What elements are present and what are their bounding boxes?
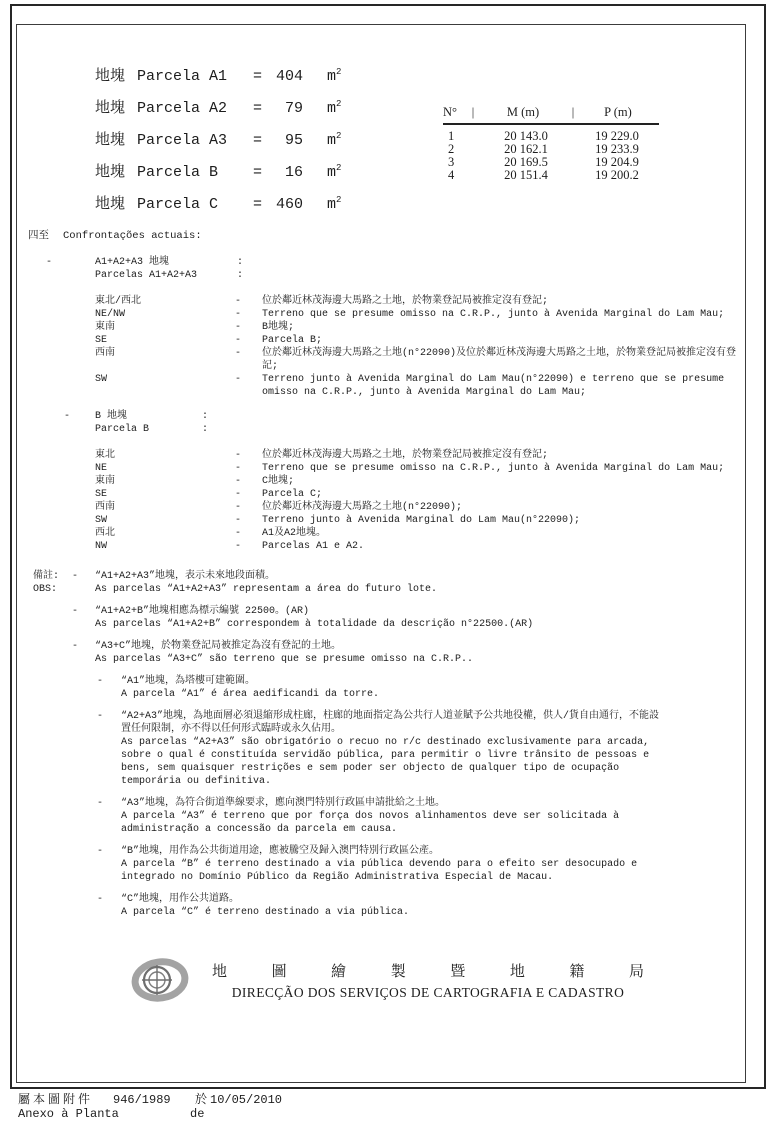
confrontation-row xyxy=(95,462,760,475)
annotation-cjk-label: 屬本圖附件 xyxy=(18,1093,94,1107)
obs-item-lines xyxy=(121,845,666,884)
block-title-line xyxy=(95,269,760,282)
confrontation-block-titles xyxy=(95,410,760,436)
confrontation-row xyxy=(95,308,760,321)
direction-label: SW xyxy=(95,515,108,526)
header-separator: | xyxy=(571,105,575,119)
equals-sign: = xyxy=(253,100,263,117)
confrontation-row xyxy=(95,514,760,527)
parcel-area-value: 404 xyxy=(275,68,303,85)
confrontation-text: A1及A2地塊。 xyxy=(262,528,327,539)
block-title-line xyxy=(95,256,760,269)
annotation-de: de xyxy=(190,1107,205,1121)
agency-name-char: 製 xyxy=(390,964,406,980)
parcel-area-value: 460 xyxy=(275,196,303,213)
obs-item-cjk: “A2+A3”地塊，為地面層必須退縮形成柱廊，柱廊的地面指定為公共行人道並賦予公共地役權，供人/貨自由通行，不能設置任何限制，亦不得以任何形式臨時或永久佔用。 xyxy=(121,711,660,735)
direction-label: 西北 xyxy=(95,528,115,539)
parcel-area-unit: $m^2$ xyxy=(327,67,342,85)
obs-item-pt: As parcelas “A3+C” são terreno que se presume omisso na C.R.P.. xyxy=(95,654,474,665)
confrontations-heading-pt: Confrontações actuais: xyxy=(63,230,202,242)
confrontation-text: 位於鄰近林茂海邊大馬路之土地(n°22090); xyxy=(262,502,463,513)
obs-item-cjk: “A3”地塊，為符合街道準線要求，應向澳門特別行政區申請批給之土地。 xyxy=(121,798,446,809)
direction-label: SE xyxy=(95,335,108,346)
row-dash: - xyxy=(235,463,242,474)
agency-name-char: 地 xyxy=(509,964,525,980)
confrontation-row xyxy=(95,334,760,347)
agency-name-char: 暨 xyxy=(450,964,466,980)
confrontation-block-titles xyxy=(95,256,760,282)
confrontation-text: Terreno que se presume omisso na C.R.P., junto à Avenida Marginal do Lam Mau; xyxy=(262,463,725,474)
row-dash: - xyxy=(235,450,242,461)
row-dash: - xyxy=(235,296,242,307)
obs-item-dash: - xyxy=(97,894,104,905)
direction-label: SW xyxy=(95,374,108,385)
plan-annotation xyxy=(18,1093,438,1121)
obs-item-dash: - xyxy=(72,571,79,582)
annotation-pt-label: Anexo à Planta xyxy=(18,1107,119,1121)
direction-label: 東南 xyxy=(95,322,115,333)
confrontation-text: 位於鄰近林茂海邊大馬路之土地，於物業登記局被推定沒有登記; xyxy=(262,450,549,461)
obs-item-lines xyxy=(95,605,745,631)
confrontation-text: C地塊; xyxy=(262,476,295,487)
obs-item xyxy=(72,797,747,836)
parcel-area-value: 95 xyxy=(284,132,303,149)
parcel-cjk-label: 地塊 xyxy=(95,196,126,213)
row-dash: - xyxy=(235,322,242,333)
parcel-name: Parcela C xyxy=(137,196,219,213)
block-title-label: A1+A2+A3 地塊 xyxy=(95,257,170,268)
row-dash: - xyxy=(235,528,242,539)
obs-item-cjk: “B”地塊，用作為公共街道用途，應被騰空及歸入澳門特別行政區公產。 xyxy=(121,846,440,857)
confrontation-block xyxy=(0,410,760,553)
parcel-area-unit: $m^2$ xyxy=(327,163,342,181)
confrontations-heading-cjk: 四至 xyxy=(28,230,49,242)
obs-section xyxy=(33,570,747,928)
cell-point-number: 2 xyxy=(448,142,455,156)
row-dash: - xyxy=(235,515,242,526)
parcel-cjk-label: 地塊 xyxy=(95,132,126,149)
block-title-colon: : xyxy=(237,257,244,268)
confrontation-text: Terreno junto à Avenida Marginal do Lam Mau(n°22090); xyxy=(262,515,581,526)
obs-item xyxy=(72,675,747,701)
row-dash: - xyxy=(235,476,242,487)
obs-item-lines xyxy=(121,893,666,919)
cell-p-coordinate: 19 200.2 xyxy=(595,168,639,182)
block-title-label: B 地塊 xyxy=(95,411,128,422)
obs-item xyxy=(72,570,747,596)
direction-label: NE xyxy=(95,463,108,474)
cell-m-coordinate: 20 151.4 xyxy=(504,168,548,182)
obs-item-lines xyxy=(121,797,666,836)
parcel-row xyxy=(95,128,341,160)
equals-sign: = xyxy=(253,68,263,85)
agency-name-cjk xyxy=(212,960,644,981)
obs-item-lines xyxy=(121,675,666,701)
col-header-p: P (m) xyxy=(604,105,632,119)
obs-item-lines xyxy=(121,710,666,788)
confrontation-block-head xyxy=(0,410,760,436)
confrontation-text: Terreno que se presume omisso na C.R.P., junto à Avenida Marginal do Lam Mau; xyxy=(262,309,725,320)
agency-name-char: 圖 xyxy=(271,964,287,980)
parcel-name: Parcela A2 xyxy=(137,100,228,117)
obs-item xyxy=(72,893,747,919)
direction-label: NE/NW xyxy=(95,309,126,320)
col-header-m: M (m) xyxy=(506,105,540,119)
obs-item-cjk: “A1+A2+A3”地塊，表示未來地段面積。 xyxy=(95,571,276,582)
parcel-name: Parcela B xyxy=(137,164,219,181)
parcel-cjk-label: 地塊 xyxy=(95,164,126,181)
parcel-row xyxy=(95,96,341,128)
confrontations-heading xyxy=(28,227,202,242)
cell-m-coordinate: 20 169.5 xyxy=(504,155,548,169)
obs-item-dash: - xyxy=(97,798,104,809)
obs-item-pt: As parcelas “A2+A3” são obrigatório o recuo no r/c destinado exclusivamente para arcada, sobre o qual é constituída servidão pública, para permitir o livre trânsito de pessoas e bens, sem quaisquer restrições e sem poder ser objecto de qualquer tipo de ocupação temporária ou definitiva. xyxy=(121,737,650,787)
row-dash: - xyxy=(235,374,242,385)
agency-name-char: 繪 xyxy=(331,964,347,980)
coordinate-table xyxy=(443,105,659,182)
obs-items xyxy=(72,570,747,919)
obs-item-pt: A parcela “B” é terreno destinado a via pública devendo para o efeito ser desocupado e integrado no Domínio Público da Região Administrativa Especial de Macau. xyxy=(121,859,638,883)
parcel-area-unit: $m^2$ xyxy=(327,195,342,213)
obs-item xyxy=(72,640,747,666)
cell-point-number: 4 xyxy=(448,168,455,182)
confrontation-row xyxy=(95,321,760,334)
col-header-n: N° xyxy=(443,105,458,119)
confrontation-row xyxy=(95,449,760,462)
direction-label: SE xyxy=(95,489,108,500)
row-dash: - xyxy=(235,309,242,320)
confrontation-row xyxy=(95,501,760,514)
cell-m-coordinate: 20 143.0 xyxy=(504,129,548,143)
parcel-area-value: 16 xyxy=(284,164,303,181)
cell-point-number: 3 xyxy=(448,155,455,169)
confrontation-block xyxy=(0,256,760,399)
parcel-cjk-label: 地塊 xyxy=(95,68,126,85)
cell-p-coordinate: 19 204.9 xyxy=(595,155,639,169)
parcel-area-list xyxy=(95,64,341,224)
parcel-area-value: 79 xyxy=(284,100,303,117)
obs-label-pt: OBS: xyxy=(33,584,58,595)
obs-item-cjk: “A1”地塊，為塔樓可建範圍。 xyxy=(121,676,256,687)
confrontation-text: Parcela C; xyxy=(262,489,323,500)
confrontation-row xyxy=(95,475,760,488)
confrontation-row xyxy=(95,488,760,501)
obs-item-pt: As parcelas “A1+A2+A3” representam a área do futuro lote. xyxy=(95,584,438,595)
parcel-area-unit: $m^2$ xyxy=(327,131,342,149)
table-header-row xyxy=(443,105,659,123)
confrontation-text: 位於鄰近林茂海邊大馬路之土地(n°22090)及位於鄰近林茂海邊大馬路之土地，於物業登記局被推定沒有登記; xyxy=(262,348,737,372)
row-dash: - xyxy=(235,541,242,552)
agency-name-char: 局 xyxy=(628,964,644,980)
confrontation-row xyxy=(95,347,760,373)
obs-item-dash: - xyxy=(97,711,104,722)
confrontation-row xyxy=(95,295,760,308)
agency-name-char: 籍 xyxy=(569,964,585,980)
confrontation-row xyxy=(95,527,760,540)
confrontation-text: Parcelas A1 e A2. xyxy=(262,541,365,552)
annotation-at-cjk: 於 xyxy=(195,1093,208,1107)
obs-item-cjk: “A3+C”地塊，於物業登記局被推定為沒有登記的土地。 xyxy=(95,641,342,652)
row-dash: - xyxy=(235,335,242,346)
header-separator: | xyxy=(471,105,475,119)
block-title-colon: : xyxy=(202,424,209,435)
obs-item-lines xyxy=(95,640,745,666)
row-dash: - xyxy=(235,348,242,359)
direction-label: 東北/西北 xyxy=(95,296,142,307)
obs-item-cjk: “C”地塊，用作公共道路。 xyxy=(121,894,240,905)
direction-label: 西南 xyxy=(95,502,115,513)
confrontation-text: Terreno junto à Avenida Marginal do Lam Mau(n°22090) e terreno que se presume omisso na C.R.P., junto à Avenida Marginal do Lam Mau; xyxy=(262,374,725,398)
obs-item xyxy=(72,710,747,788)
confrontation-row xyxy=(95,373,760,399)
block-title-colon: : xyxy=(237,270,244,281)
equals-sign: = xyxy=(253,164,263,181)
obs-item-pt: A parcela “A1” é área aedificandi da torre. xyxy=(121,689,380,700)
row-dash: - xyxy=(235,502,242,513)
confrontation-block-head xyxy=(0,256,760,282)
obs-item-dash: - xyxy=(97,676,104,687)
direction-label: 西南 xyxy=(95,348,115,359)
agency-name-pt: DIRECÇÃO DOS SERVIÇOS DE CARTOGRAFIA E CADASTRO xyxy=(231,985,625,1000)
block-title-label: Parcela B xyxy=(95,424,150,435)
direction-label: NW xyxy=(95,541,108,552)
obs-item-pt: As parcelas “A1+A2+B” correspondem à totalidade da descrição n°22500.(AR) xyxy=(95,619,534,630)
table-row xyxy=(443,169,659,182)
block-title-line xyxy=(95,410,760,423)
table-header-rule xyxy=(443,123,659,125)
cell-m-coordinate: 20 162.1 xyxy=(504,142,548,156)
block-dash: - xyxy=(46,257,53,268)
cell-p-coordinate: 19 233.9 xyxy=(595,142,639,156)
obs-labels xyxy=(33,570,59,596)
plan-number: 946/1989 xyxy=(113,1093,171,1107)
parcel-name: Parcela A3 xyxy=(137,132,228,149)
block-title-colon: : xyxy=(202,411,209,422)
confrontation-row xyxy=(95,540,760,553)
parcel-row xyxy=(95,160,341,192)
block-dash: - xyxy=(64,411,71,422)
row-dash: - xyxy=(235,489,242,500)
annotation-line-2 xyxy=(18,1107,438,1121)
obs-item xyxy=(72,845,747,884)
annotation-line-1 xyxy=(18,1093,438,1107)
equals-sign: = xyxy=(253,196,263,213)
parcel-area-unit: $m^2$ xyxy=(327,99,342,117)
obs-item-pt: A parcela “C” é terreno destinado a via pública. xyxy=(121,907,410,918)
block-title-label: Parcelas A1+A2+A3 xyxy=(95,270,198,281)
obs-item xyxy=(72,605,747,631)
obs-label-cjk: 備註: xyxy=(33,571,60,582)
equals-sign: = xyxy=(253,132,263,149)
cell-p-coordinate: 19 229.0 xyxy=(595,129,639,143)
confrontation-text: 位於鄰近林茂海邊大馬路之土地，於物業登記局被推定沒有登記; xyxy=(262,296,549,307)
obs-item-dash: - xyxy=(72,606,79,617)
dscc-logo xyxy=(131,956,193,1011)
obs-item-dash: - xyxy=(72,641,79,652)
obs-item-lines xyxy=(95,570,745,596)
confrontation-text: B地塊; xyxy=(262,322,295,333)
plan-date: 10/05/2010 xyxy=(210,1093,283,1107)
parcel-row xyxy=(95,192,341,224)
obs-item-pt: A parcela “A3” é terreno que por força dos novos alinhamentos deve ser solicitada à administração a concessão da parcela em causa. xyxy=(121,811,620,835)
direction-label: 東南 xyxy=(95,476,115,487)
direction-label: 東北 xyxy=(95,450,115,461)
obs-item-dash: - xyxy=(97,846,104,857)
obs-item-cjk: “A1+A2+B”地塊相應為標示編號 22500。(AR) xyxy=(95,606,310,617)
agency-name-char: 地 xyxy=(212,964,228,980)
parcel-name: Parcela A1 xyxy=(137,68,228,85)
cell-point-number: 1 xyxy=(448,129,455,143)
confrontation-text: Parcela B; xyxy=(262,335,323,346)
parcel-row xyxy=(95,64,341,96)
block-title-line xyxy=(95,423,760,436)
parcel-cjk-label: 地塊 xyxy=(95,100,126,117)
